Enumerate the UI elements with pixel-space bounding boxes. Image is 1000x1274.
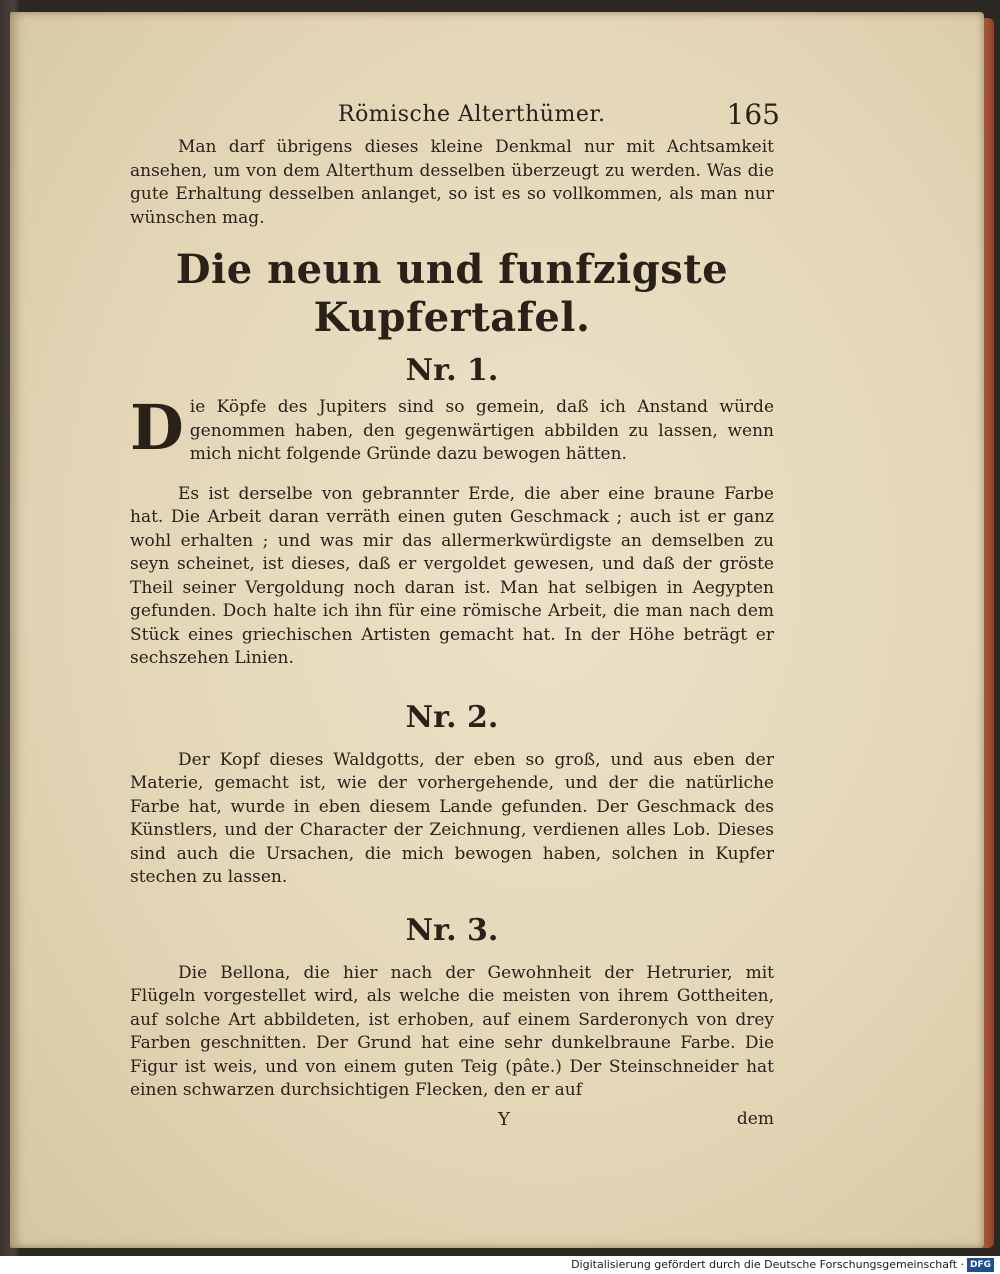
running-title: Römische Alterthümer. <box>338 102 606 127</box>
section-2 <box>130 699 774 890</box>
page-number: 165 <box>726 98 780 131</box>
catchword: dem <box>736 1108 774 1129</box>
running-head <box>130 98 780 136</box>
section-1 <box>130 352 774 671</box>
intro-paragraph: Man darf übrigens dieses kleine Denkmal nur mit Achtsamkeit ansehen, um von dem Alterthum desselben überzeugt zu werden. Was die gute Erhaltung desselben anlanget, so ist es so vollkommen, als man nur wünschen mag. <box>130 137 774 228</box>
catchline <box>130 1109 774 1139</box>
plate-title: Die neun und funfzigste Kupfertafel. <box>175 246 729 341</box>
section-heading: Nr. 3. <box>405 912 499 948</box>
funding-footer <box>0 1256 1000 1274</box>
book-page <box>10 12 984 1248</box>
section-3 <box>130 912 774 1103</box>
page-text-block <box>130 98 780 1139</box>
section-1-paragraph-1 <box>130 391 774 467</box>
paragraph-text: ie Köpfe des Jupiters sind so gemein, daß ich Anstand würde genommen haben, den gegenwärtigen abbilden zu lassen, wenn mich nicht folgende Gründe dazu bewogen hätten. <box>189 397 774 464</box>
dfg-logo: DFG <box>967 1258 994 1272</box>
signature-mark: Y <box>498 1108 510 1130</box>
section-1-paragraph-2: Es ist derselbe von gebrannter Erde, die aber eine braune Farbe hat. Die Arbeit daran verräth einen guten Geschmack ; auch ist er ganz wohl erhalten ; und was mir das allermerkwürdigste an demselben zu seyn scheinet, ist dieses, daß er vergoldet gewesen, und daß der gröste Theil seiner Vergoldung noch daran ist. Man hat selbigen in Aegypten gefunden. Doch halte ich ihn für eine römische Arbeit, die man nach dem Stück eines griechischen Artisten gemacht hat. In der Höhe beträgt er sechszehen Linien. <box>130 483 774 668</box>
section-3-paragraph-1: Die Bellona, die hier nach der Gewohnheit der Hetrurier, mit Flügeln vorgestellet wird, als welche die meisten von ihrem Gottheiten, auf solche Art abbildeten, ist erhoben, auf einem Sarderonych von drey Farben geschnitten. Der Grund hat eine sehr dunkelbraune Farbe. Die Figur ist weis, und von einem guten Teig (pâte.) Der Steinschneider hat einen schwarzen durchsichtigen Flecken, den er auf <box>130 962 774 1100</box>
section-heading: Nr. 2. <box>405 699 499 735</box>
drop-cap: D <box>130 391 184 464</box>
section-heading: Nr. 1. <box>405 353 499 388</box>
funding-note: Digitalisierung gefördert durch die Deutsche Forschungsgemeinschaft · <box>571 1258 964 1271</box>
section-2-paragraph-1: Der Kopf dieses Waldgotts, der eben so groß, und aus eben der Materie, gemacht ist, wie der vorhergehende, und der die natürliche Farbe hat, wurde in eben diesem Lande gefunden. Der Geschmack des Künstlers, und der Character der Zeichnung, verdienen alles Lob. Dieses sind auch die Ursachen, die mich bewogen haben, solchen in Kupfer stechen zu lassen. <box>130 749 774 887</box>
